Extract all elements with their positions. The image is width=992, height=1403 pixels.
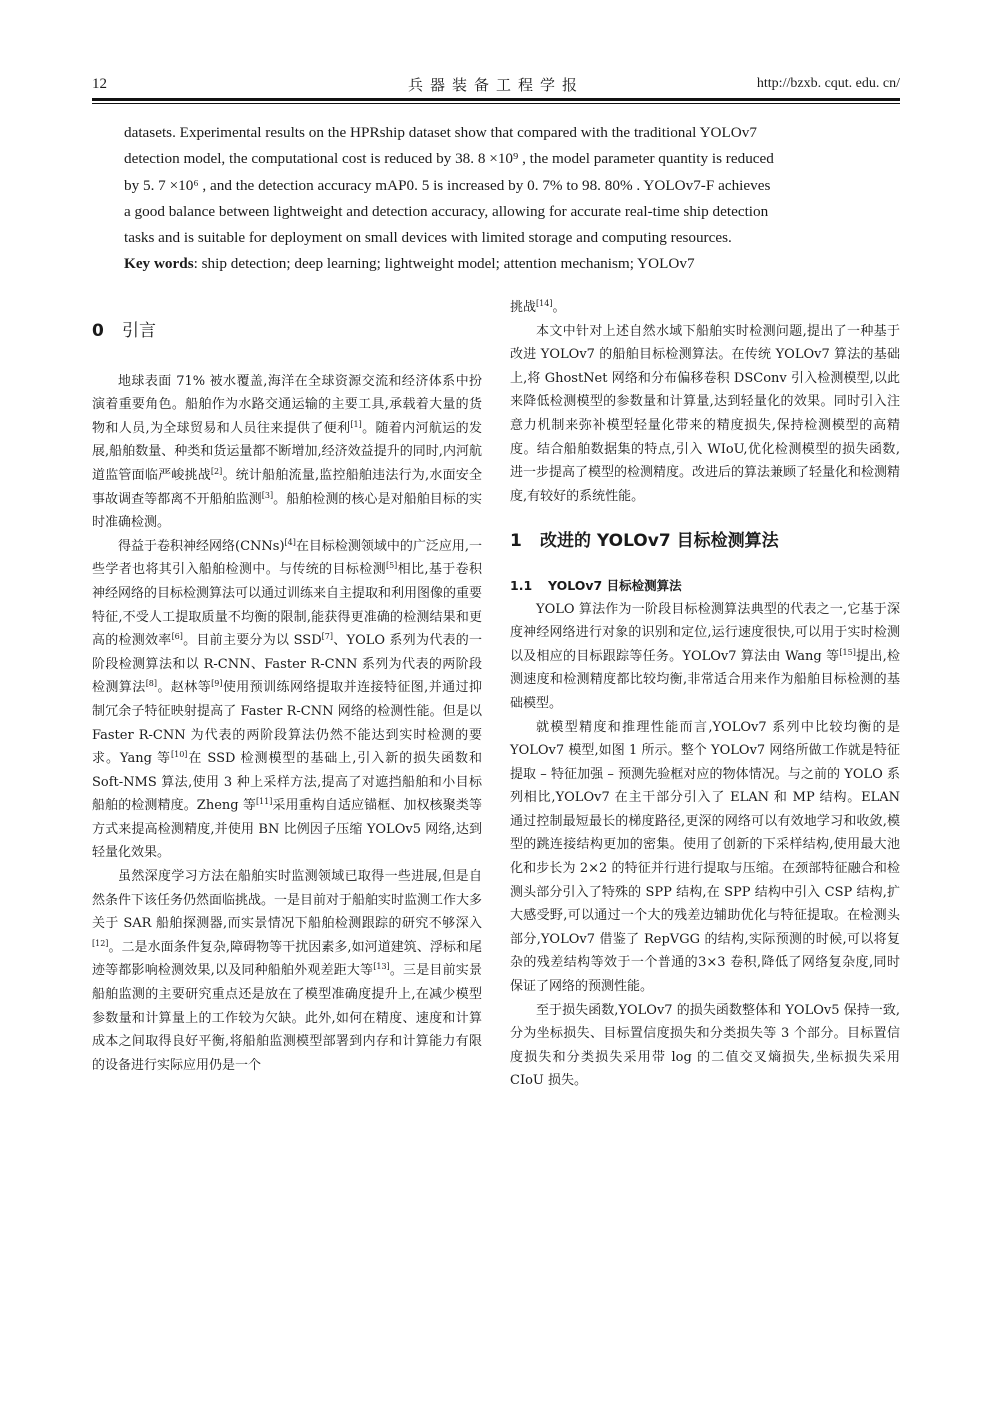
paragraph: 虽然深度学习方法在船舶实时监测领域已取得一些进展,但是自然条件下该任务仍然面临挑战。一是目前对于船舶实时监测工作大多关于 SAR 船舶探测器,而实景情况下船舶检测跟踪的研究不够深入[12]。二是水面条件复杂,障碍物等干扰因素多,如河道建筑、浮标和尾迹等都影响检测效果,以及同种船舶外观差距大等[13]。三是目前实景船舶监测的主要研究重点还是放在了模型准确度提升上,在减少模型参数量和计算量上的工作较为欠缺。此外,如何在精度、速度和计算成本之间取得良好平衡,将船舶监测模型部署到内存和计算能力有限的设备进行实际应用仍是一个 [92, 869, 483, 1073]
paragraph: YOLO 算法作为一阶段目标检测算法典型的代表之一,它基于深度神经网络进行对象的识别和定位,运行速度很快,可以用于实时检测以及相应的目标跟踪等任务。YOLOv7 算法由 Wang 等[15]提出,检测速度和检测精度都比较均衡,非常适合用来作为船舶目标检测的基础模型。 [510, 601, 900, 711]
abstract [124, 120, 868, 278]
section-number: 0 [92, 321, 104, 341]
citation-marker: [6] [171, 632, 183, 642]
citation-marker: [3] [261, 490, 274, 500]
abstract-line: by 5. 7 ×10⁶ , and the detection accuracy mAP0. 5 is increased by 0. 7% to 98. 80% . YOLOv7-F achieves [124, 176, 771, 194]
abstract-line: datasets. Experimental results on the HPRship dataset show that compared with the traditional YOLOv7 [124, 124, 757, 141]
keywords-label: Key words [124, 255, 194, 273]
paragraph: 至于损失函数,YOLOv7 的损失函数整体和 YOLOv5 保持一致,分为坐标损失、目标置信度损失和分类损失等 3 个部分。目标置信度损失和分类损失采用带 log 的二值交叉熵损失,坐标损失采用 CIoU 损失。 [510, 1002, 900, 1089]
left-column [92, 320, 482, 1077]
subsection-title: YOLOv7 目标检测算法 [548, 577, 682, 593]
paragraph: 地球表面 71% 被水覆盖,海洋在全球资源交流和经济体系中扮演着重要角色。船舶作为水路交通运输的主要工具,承载着大量的货物和人员,为全球贸易和人员往来提供了便利[1]。随着内河航运的发展,船舶数量、种类和货运量都不断增加,经济效益提升的同时,内河航道监管面临严峻挑战[2]。统计船舶流量,监控船舶违法行为,水面安全事故调查等都离不开船舶监测[3]。船舶检测的核心是对船舶目标的实时准确检测。 [92, 373, 482, 531]
citation-marker: [8] [145, 679, 158, 689]
paragraph: 就模型精度和推理性能而言,YOLOv7 系列中比较均衡的是 YOLOv7 模型,如图 1 所示。整个 YOLOv7 网络所做工作就是特征提取 – 特征加强 – 预测先验框对应的物体情况。与之前的 YOLO 系列相比,YOLOv7 在主干部分引入了 ELAN 和 MP 结构。ELAN 通过控制最短最长的梯度路径,更深的网络可以有效地学习和收敛,模型的跳连接结构更加的密集。使用了创新的下采样结构,使用最大池化和步长为 2×2 的特征并行进行提取与压缩。在颈部特征融合和检测头部分引入了特殊的 SPP 结构,在 SPP 结构中引入 CSP 结构,扩大感受野,可以通过一个大的残差边辅助优化与特征提取。在检测头部分,YOLOv7 借鉴了 RepVGG 的结构,实际预测的时候,可以将复杂的残差结构等效于一个普通的3×3 卷积,降低了网络复杂度,同时保证了网络的预测性能。 [510, 719, 900, 995]
section-title: 引言 [122, 321, 156, 341]
header-rule-thick [92, 98, 900, 101]
citation-marker: [10] [171, 750, 188, 760]
citation-marker: [5] [385, 561, 398, 571]
section-number: 1 [510, 531, 522, 552]
citation-marker: [1] [350, 419, 362, 429]
section-heading-0 [92, 320, 482, 344]
citation-marker: [13] [373, 962, 390, 972]
journal-url[interactable]: http://bzxb. cqut. edu. cn/ [756, 76, 900, 91]
keywords [124, 251, 868, 277]
abstract-line: tasks and is suitable for deployment on small devices with limited storage and computing resources. [124, 229, 732, 247]
subsection-number: 1.1 [510, 577, 533, 593]
citation-marker: [14] [536, 299, 553, 308]
keywords-text: : ship detection; deep learning; lightweight model; attention mechanism; YOLOv7 [193, 255, 695, 273]
page-number: 12 [92, 76, 107, 92]
abstract-line: detection model, the computational cost is reduced by 38. 8 ×10⁹ , the model parameter quantity is reduced [124, 150, 774, 168]
abstract-line: a good balance between lightweight and detection accuracy, allowing for accurate real-time ship detection [124, 202, 769, 220]
citation-marker: [9] [211, 679, 223, 689]
citation-marker: [7] [321, 632, 333, 642]
section-heading-1 [510, 530, 900, 554]
citation-marker: [4] [284, 537, 296, 547]
section-title: 改进的 YOLOv7 目标检测算法 [540, 531, 779, 552]
journal-title: 兵器装备工程学报 [407, 76, 584, 94]
citation-marker: [11] [255, 797, 273, 807]
header-rule-thin [92, 103, 900, 104]
subsection-heading-1-1 [510, 574, 900, 598]
paragraph: 得益于卷积神经网络(CNNs)[4]在目标检测领域中的广泛应用,一些学者也将其引入船舶检测中。与传统的目标检测[5]相比,基于卷积神经网络的目标检测算法可以通过训练来自主提取和利用图像的重要特征,不受人工提取质量不均衡的限制,能获得更准确的检测结果和更高的检测效率[6]。目前主要分为以 SSD[7]、YOLO 系列为代表的一阶段检测算法和以 R-CNN、Faster R-CNN 系列为代表的两阶段检测算法[8]。赵林等[9]使用预训练网络提取并连接特征图,并通过抑制冗余子特征映射提高了 Faster R-CNN 网络的检测性能。但是以 Faster R-CNN 为代表的两阶段算法仍然不能达到实时检测的要求。Yang 等[10]在 SSD 检测模型的基础上,引入新的损失函数和 Soft-NMS 算法,使用 3 种上采样方法,提高了对遮挡船舶和小目标船舶的检测精度。Zheng 等[11]采用重构自适应锚框、加权核聚类等方式来提高检测精度,并使用 BN 比例因子压缩 YOLOv5 网络,达到轻量化效果。 [92, 537, 483, 861]
paragraph-continuation: 挑战[14]。 [510, 299, 566, 315]
citation-marker: [2] [210, 466, 223, 476]
citation-marker: [15] [839, 647, 856, 657]
paragraph: 本文中针对上述自然水域下船舶实时检测问题,提出了一种基于改进 YOLOv7 的船舶目标检测算法。在传统 YOLOv7 算法的基础上,将 GhostNet 网络和分布偏移卷积 DSConv 引入检测模型,以此来降低检测模型的参数量和计算量,达到轻量化的效果。同时引入注意力机制来弥补模型轻量化带来的精度损失,保持检测模型的高精度。结合船舶数据集的特点,引入 WIoU,优化检测模型的损失函数,进一步提高了模型的检测精度。改进后的算法兼顾了轻量化和检测精度,有较好的系统性能。 [510, 323, 901, 504]
citation-marker: [12] [92, 938, 109, 948]
right-column [510, 296, 900, 1093]
page-header [92, 74, 900, 98]
